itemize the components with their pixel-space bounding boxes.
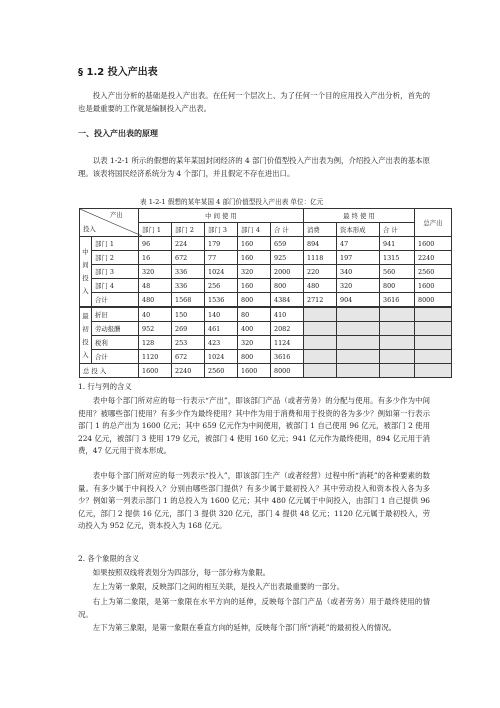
table-cell: 128 <box>139 336 172 350</box>
table-cell: 400 <box>238 322 271 336</box>
table-cell: 461 <box>205 322 238 336</box>
table-cell: 320 <box>238 265 271 279</box>
item1-paragraph-2: 表中每个部门所对应的每一列表示“投入”，即该部门生产（或者经营）过程中所“消耗”的各种要素的数量。有多少属于中间投入？分别由哪些部门提供？有多少属于最初投入？其中劳动投入和资本投入各为多少？例如第一列表示部门 1 的总投入为 1600 亿元；其中 480 亿元属于中间投入，由部门 1 自己提供 96 亿元，部门 2 提供 16 亿元，部门 3 提供 320 亿元，部门 4 提供 48 亿元；1120 亿元属于最初投入，劳动投入为 952 亿元，资本投入为 168 亿元。 <box>78 471 430 530</box>
table-cell: 160 <box>238 237 271 251</box>
table-cell: 4384 <box>271 293 304 308</box>
section-title: § 1.2 投入产出表 <box>78 67 158 78</box>
table-caption: 表 1-2-1 假想的某年某国 4 部门价值型投入产出表 单位：亿元 <box>140 198 324 206</box>
table-cell: 2560 <box>205 364 238 378</box>
empty-cell <box>304 336 337 350</box>
row-label: 部门 3 <box>92 265 139 279</box>
table-cell: 160 <box>238 279 271 293</box>
item2-paragraph-2: 左上为第一象限，反映部门之间的相互关联，是投入产出表最重要的一部分。 <box>92 582 345 591</box>
col-header: 资本形成 <box>337 223 380 237</box>
col-header: 部门 3 <box>205 223 238 237</box>
table-cell: 160 <box>238 251 271 265</box>
item2-paragraph-1: 如果按照双线将表划分为四部分，每一部分称为象限。 <box>92 568 271 577</box>
table-cell: 2240 <box>415 251 452 265</box>
empty-cell <box>380 307 415 322</box>
empty-cell <box>304 364 337 378</box>
table-cell: 3616 <box>380 293 415 308</box>
table-cell: 320 <box>139 265 172 279</box>
quadrant-label-text: 最初投入 <box>82 311 89 359</box>
table-cell: 800 <box>238 350 271 364</box>
table-cell: 80 <box>238 307 271 322</box>
row-label: 部门 2 <box>92 251 139 265</box>
quadrant-label-intermediate <box>80 237 92 308</box>
table-cell: 47 <box>337 237 380 251</box>
table-cell: 16 <box>139 251 172 265</box>
col-header: 消费 <box>304 223 337 237</box>
table-cell: 48 <box>139 279 172 293</box>
table-cell: 2000 <box>271 265 304 279</box>
row-label: 折旧 <box>92 307 139 322</box>
empty-cell <box>337 350 380 364</box>
table-cell: 1315 <box>380 251 415 265</box>
table-cell: 336 <box>172 265 205 279</box>
row-label: 部门 4 <box>92 279 139 293</box>
table-cell: 659 <box>271 237 304 251</box>
table-cell: 480 <box>304 279 337 293</box>
table-cell: 925 <box>271 251 304 265</box>
table-cell: 1024 <box>205 350 238 364</box>
col-header: 部门 1 <box>139 223 172 237</box>
table-cell: 140 <box>205 307 238 322</box>
table-cell: 8000 <box>271 364 304 378</box>
table-cell: 480 <box>139 293 172 308</box>
table-cell: 179 <box>205 237 238 251</box>
empty-cell <box>337 336 380 350</box>
empty-cell <box>380 364 415 378</box>
quadrant-label-primary <box>80 307 92 364</box>
table-cell: 800 <box>271 279 304 293</box>
table-cell: 941 <box>380 237 415 251</box>
empty-cell <box>304 307 337 322</box>
empty-cell <box>415 364 452 378</box>
row-label: 劳动报酬 <box>92 322 139 336</box>
empty-cell <box>415 336 452 350</box>
table-cell: 320 <box>337 279 380 293</box>
table-cell: 256 <box>205 279 238 293</box>
col-total-output: 总产出 <box>415 209 452 237</box>
table-cell: 2082 <box>271 322 304 336</box>
corner-label-input: 投入 <box>83 225 96 233</box>
table-cell: 224 <box>172 237 205 251</box>
item1-title: 1. 行与列的含义 <box>78 382 132 391</box>
table-cell: 197 <box>337 251 380 265</box>
table-cell: 672 <box>172 350 205 364</box>
table-cell: 8000 <box>415 293 452 308</box>
table-cell: 2712 <box>304 293 337 308</box>
table-cell: 340 <box>337 265 380 279</box>
table-cell: 952 <box>139 322 172 336</box>
table-cell: 1600 <box>415 279 452 293</box>
table-cell: 800 <box>238 293 271 308</box>
quadrant-label-text: 中间投入 <box>82 247 89 295</box>
empty-cell <box>415 307 452 322</box>
table-cell: 3616 <box>271 350 304 364</box>
empty-cell <box>304 350 337 364</box>
table-cell: 269 <box>172 322 205 336</box>
col-header: 合 计 <box>380 223 415 237</box>
table-cell: 1120 <box>139 350 172 364</box>
intro-paragraph: 投入产出分析的基础是投入产出表。在任何一个层次上、为了任何一个目的应用投入产出分析，首先的也是最重要的工作就是编制投入产出表。 <box>78 91 430 113</box>
empty-cell <box>337 307 380 322</box>
table-cell: 800 <box>380 279 415 293</box>
table-cell: 336 <box>172 279 205 293</box>
table-cell: 220 <box>304 265 337 279</box>
io-table <box>79 208 452 378</box>
row-label: 部门 1 <box>92 237 139 251</box>
empty-cell <box>337 364 380 378</box>
table-cell: 77 <box>205 251 238 265</box>
empty-cell <box>380 350 415 364</box>
item1-paragraph-1: 表中每个部门所对应的每一行表示“产出”，即该部门产品（或者劳务）的分配与使用。有多少作为中间使用？被哪些部门使用？有多少作为最终使用？其中作为用于消费和用于投资的各为多少？例如第一行表示部门 1 的总产出为 1600 亿元；其中 659 亿元作为中间使用，被部门 1 自己使用 96 亿元，被部门 2 使用 224 亿元，被部门 3 使用 179 亿元，被部门 4 使用 160 亿元；941 亿元作为最终使用，894 亿元用于消费，47 亿元用于资本形成。 <box>78 396 430 455</box>
table-cell: 1600 <box>415 237 452 251</box>
table-cell: 904 <box>337 293 380 308</box>
col-header: 部门 2 <box>172 223 205 237</box>
col-header: 部门 4 <box>238 223 271 237</box>
table-cell: 253 <box>172 336 205 350</box>
row-label: 合计 <box>92 350 139 364</box>
table-cell: 1600 <box>238 364 271 378</box>
empty-cell <box>380 336 415 350</box>
empty-cell <box>304 322 337 336</box>
table-cell: 1024 <box>205 265 238 279</box>
table-cell: 1600 <box>139 364 172 378</box>
table-cell: 2560 <box>415 265 452 279</box>
group-final-use: 最 终 使 用 <box>304 209 415 223</box>
table-cell: 1536 <box>205 293 238 308</box>
empty-cell <box>415 322 452 336</box>
empty-cell <box>415 350 452 364</box>
table-cell: 150 <box>172 307 205 322</box>
table-cell: 560 <box>380 265 415 279</box>
corner-label-output: 产出 <box>110 211 123 219</box>
row-label: 合计 <box>92 293 139 308</box>
table-cell: 2240 <box>172 364 205 378</box>
row-label: 税利 <box>92 336 139 350</box>
table-cell: 96 <box>139 237 172 251</box>
principle-paragraph: 以表 1-2-1 所示的假想的某年某国封闭经济的 4 部门价值型投入产出表为例，介绍投入产出表的基本原理。该表将国民经济系统分为 4 个部门，并且假定不存在进出口。 <box>78 156 430 178</box>
table-cell: 410 <box>271 307 304 322</box>
row-label-total-input: 总 投 入 <box>80 364 139 378</box>
subsection-title: 一、投入产出表的原理 <box>78 129 158 138</box>
table-cell: 423 <box>205 336 238 350</box>
table-cell: 320 <box>238 336 271 350</box>
table-cell: 894 <box>304 237 337 251</box>
table-cell: 672 <box>172 251 205 265</box>
item2-title: 2. 各个象限的含义 <box>78 554 140 563</box>
col-header: 合 计 <box>271 223 304 237</box>
item2-paragraph-4: 左下为第三象限，是第一象限在垂直方向的延伸，反映每个部门所“消耗”的最初投入的情况。 <box>92 623 396 632</box>
table-cell: 1118 <box>304 251 337 265</box>
item2-paragraph-3: 右上为第二象限，是第一象限在水平方向的延伸，反映每个部门产品（或者劳务）用于最终使用的情况。 <box>78 597 430 619</box>
table-cell: 1124 <box>271 336 304 350</box>
group-intermediate-use: 中 间 使 用 <box>139 209 304 223</box>
empty-cell <box>337 322 380 336</box>
empty-cell <box>380 322 415 336</box>
table-cell: 1568 <box>172 293 205 308</box>
table-cell: 40 <box>139 307 172 322</box>
table-corner <box>80 209 139 237</box>
